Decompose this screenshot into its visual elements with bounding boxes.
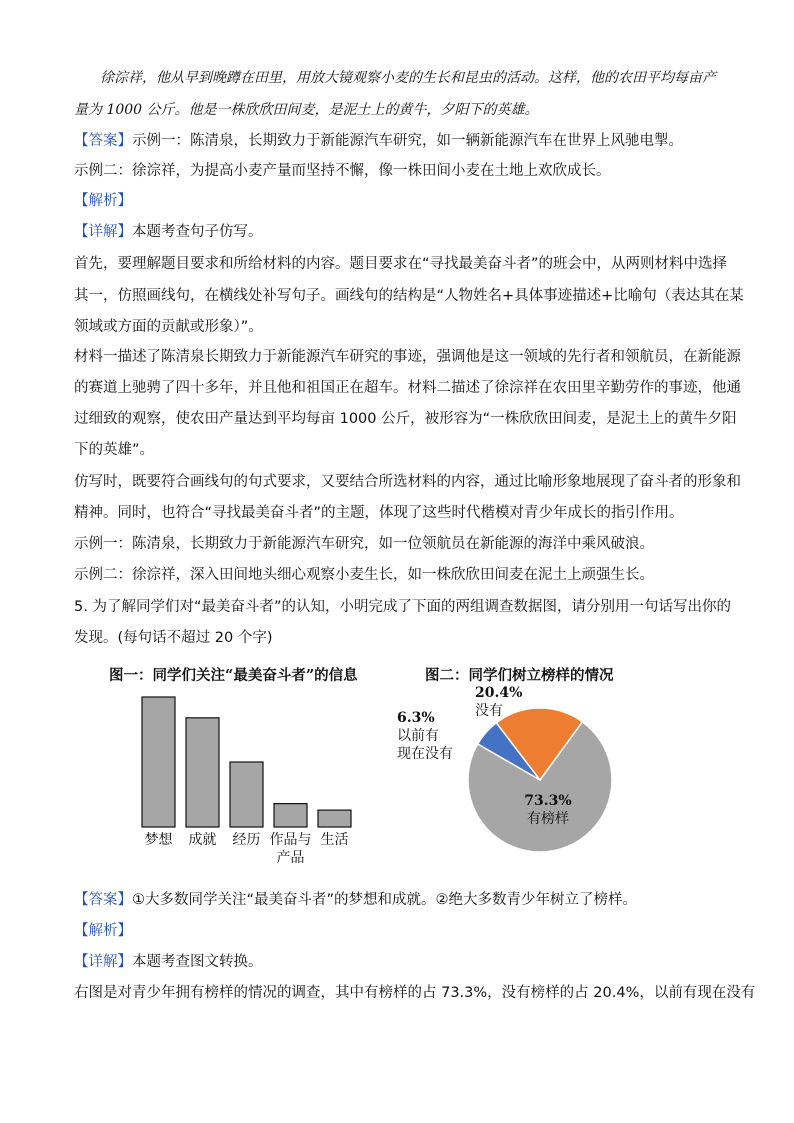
q4-p3-line-2: 精神。同时，也符合“寻找最美奋斗者”的主题，体现了这些时代楷模对青少年成长的指引作用。 bbox=[74, 505, 684, 521]
bar-chart-title: 图一：同学们关注“最美奋斗者”的信息 bbox=[109, 667, 358, 684]
pie-category-label-1: 以前有 bbox=[397, 728, 439, 744]
q5-question-line-1: 5. 为了解同学们对“最美奋斗者”的认知，小明完成了下面的两组调查数据图，请分别用一句话写出你的 bbox=[74, 599, 731, 615]
bar-label-2: 成就 bbox=[188, 832, 217, 848]
bar-3 bbox=[230, 762, 263, 827]
material-line-1: 徐淙祥，他从早到晚蹲在田里，用放大镜观察小麦的生长和昆虫的活动。这样，他的农田平均每亩产 bbox=[100, 70, 716, 86]
bar-1 bbox=[142, 697, 175, 827]
q4-p3-line-1: 仿写时，既要符合画线句的句式要求，又要结合所选材料的内容，通过比喻形象地展现了奋斗者的形象和 bbox=[74, 474, 741, 490]
q4-p2-line-2: 的赛道上驰骋了四十多年，并且他和祖国正在超车。材料二描述了徐淙祥在农田里辛勤劳作的事迹，他通 bbox=[74, 380, 741, 396]
bar-label-4-line-2: 产品 bbox=[276, 850, 305, 866]
detail-text: 本题考查图文转换。 bbox=[132, 954, 263, 970]
pie-chart-title: 图二：同学们树立榜样的情况 bbox=[425, 667, 614, 684]
q4-detail bbox=[74, 222, 263, 242]
q4-analysis-tag: 【解析】 bbox=[74, 193, 132, 209]
q4-p2-line-1: 材料一描述了陈清泉长期致力于新能源汽车研究的事迹，强调他是这一领域的先行者和领航员，在新能源 bbox=[74, 349, 741, 365]
answer-text: ①大多数同学关注“最美奋斗者”的梦想和成就。②绝大多数青少年树立了榜样。 bbox=[132, 892, 638, 908]
pie-value-label-1: 6.3% bbox=[397, 710, 435, 726]
bar-label-3: 经历 bbox=[232, 832, 261, 848]
bar-label-4: 作品与 bbox=[269, 832, 312, 848]
q4-example-1: 示例一：陈清泉，长期致力于新能源汽车研究，如一位领航员在新能源的海洋中乘风破浪。 bbox=[74, 536, 654, 552]
q4-p2-line-3: 过细致的观察，使农田产量达到平均每亩 1000 公斤，被形容为“一株欣欣田间麦，是泥土上的黄牛夕阳 bbox=[74, 411, 737, 427]
detail-tag: 【详解】 bbox=[74, 954, 132, 970]
detail-text: 本题考查句子仿写。 bbox=[132, 224, 263, 240]
bar-2 bbox=[186, 718, 219, 827]
bar-chart bbox=[130, 690, 360, 870]
q4-p1-line-2: 其一，仿照画线句，在横线处补写句子。画线句的结构是“人物姓名+具体事迹描述+比喻句（表达其在某 bbox=[74, 288, 744, 304]
q4-example-2: 示例二：徐淙祥，深入田间地头细心观察小麦生长，如一株欣欣田间麦在泥土上顽强生长。 bbox=[74, 567, 654, 583]
q4-answer-line-2: 示例二：徐淙祥，为提高小麦产量而坚持不懈，像一株田间小麦在土地上欢欣成长。 bbox=[74, 163, 611, 179]
q4-p2-line-4: 下的英雄”。 bbox=[74, 442, 155, 458]
material-line-2: 量为 1000 公斤。他是一株欣欣田间麦，是泥土上的黄牛，夕阳下的英雄。 bbox=[74, 102, 539, 118]
bar-4 bbox=[274, 804, 307, 827]
bar-label-1: 梦想 bbox=[144, 832, 173, 848]
bar-5 bbox=[318, 810, 351, 827]
pie-category-label-1-line-2: 现在没有 bbox=[397, 746, 453, 762]
q5-analysis-line: 右图是对青少年拥有榜样的情况的调查，其中有榜样的占 73.3%，没有榜样的占 20.4%，以前有现在没有 bbox=[74, 985, 756, 1001]
pie-category-label-2: 没有 bbox=[475, 703, 503, 719]
answer-tag: 【答案】 bbox=[74, 892, 132, 908]
q5-detail bbox=[74, 952, 263, 972]
q4-answer bbox=[74, 131, 683, 151]
q5-answer bbox=[74, 890, 637, 910]
q4-p1-line-3: 领域或方面的贡献或形象）”。 bbox=[74, 319, 263, 335]
pie-value-label-2: 20.4% bbox=[475, 685, 523, 701]
answer-tag: 【答案】 bbox=[74, 133, 132, 149]
answer-text: 示例一：陈清泉，长期致力于新能源汽车研究，如一辆新能源汽车在世界上风驰电掣。 bbox=[132, 133, 683, 149]
detail-tag: 【详解】 bbox=[74, 224, 132, 240]
pie-value-label-3: 73.3% bbox=[524, 793, 572, 809]
q5-analysis-tag: 【解析】 bbox=[74, 923, 132, 939]
bar-label-5: 生活 bbox=[320, 832, 349, 848]
pie-category-label-3: 有榜样 bbox=[527, 811, 569, 827]
q4-p1-line-1: 首先，要理解题目要求和所给材料的内容。题目要求在“寻找最美奋斗者”的班会中，从两则材料中选择 bbox=[74, 256, 728, 272]
pie-chart bbox=[385, 680, 625, 870]
q5-question-line-2: 发现。(每句话不超过 20 个字) bbox=[74, 630, 273, 646]
